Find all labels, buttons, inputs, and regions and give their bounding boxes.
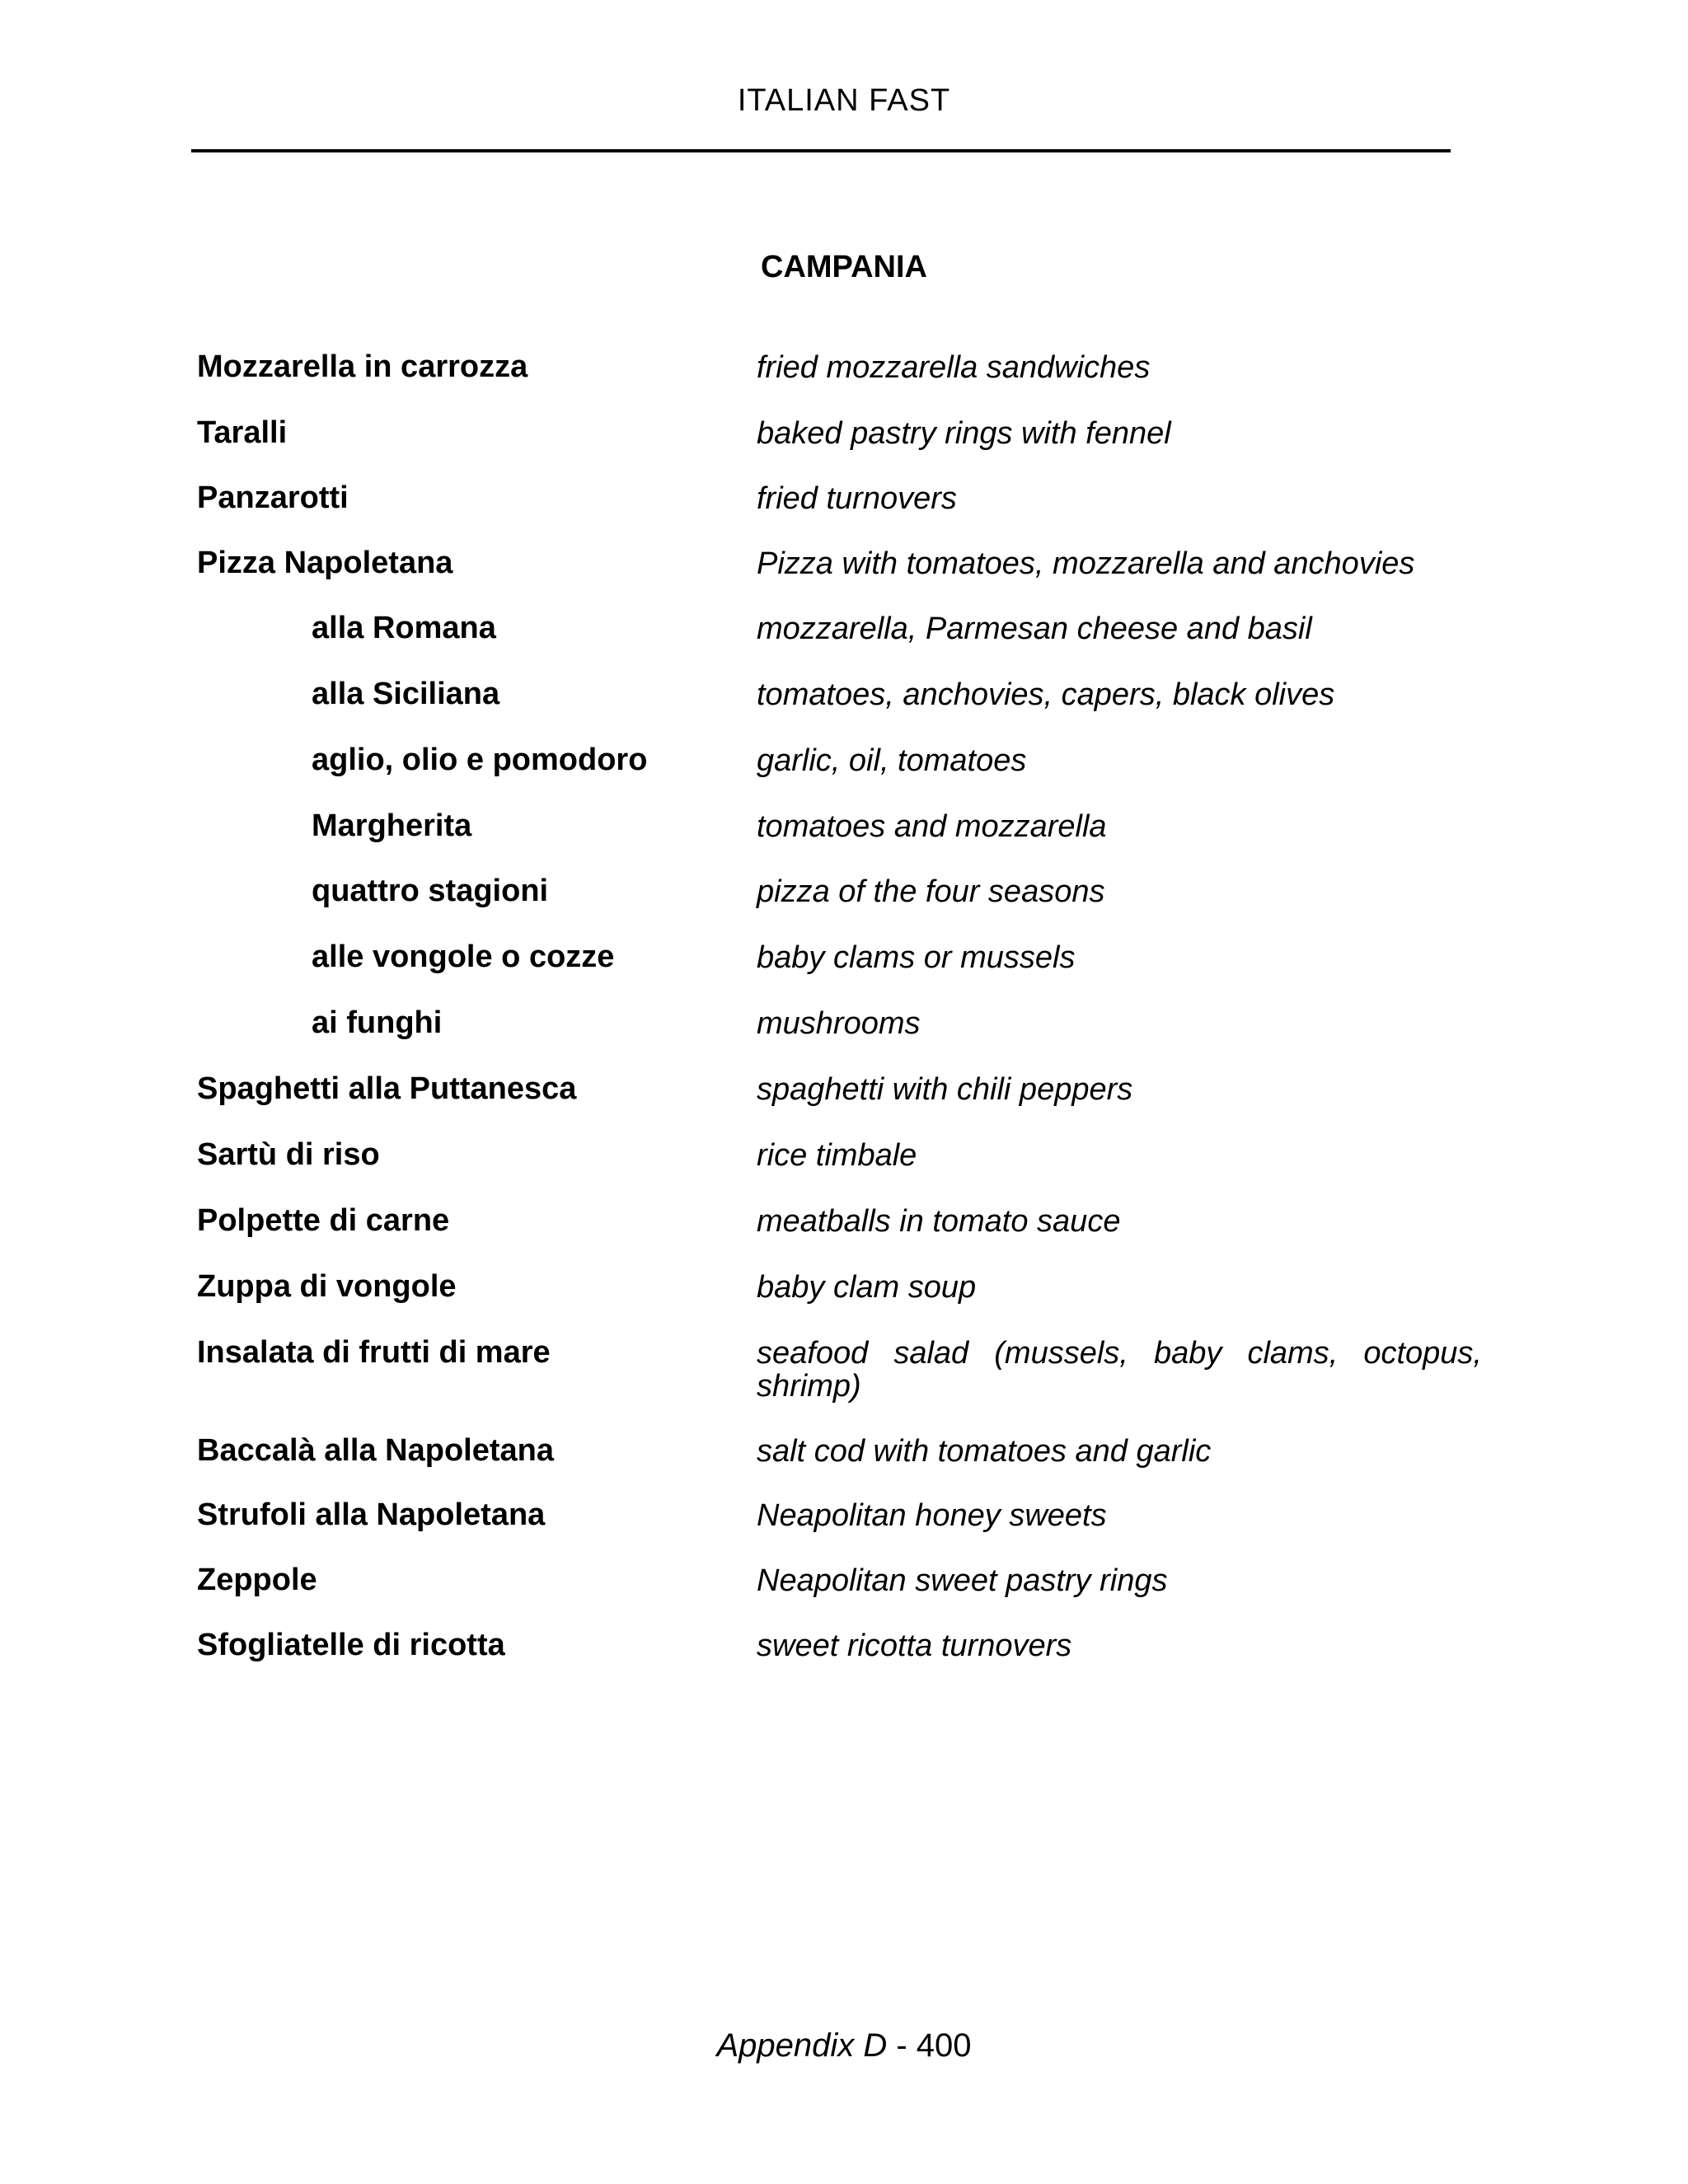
entry-gloss: sweet ricotta turnovers — [757, 1629, 1072, 1663]
entry-term: Polpette di carne — [197, 1203, 450, 1238]
entry-gloss: Neapolitan sweet pastry rings — [757, 1563, 1168, 1598]
entry-term: Zeppole — [197, 1563, 317, 1597]
footer-separator: - — [887, 2027, 917, 2064]
entry-term: ai funghi — [312, 1005, 443, 1040]
entry-term: Spaghetti alla Puttanesca — [197, 1071, 577, 1106]
entry-term: Strufoli alla Napoletana — [197, 1497, 546, 1532]
entry-gloss: baked pastry rings with fennel — [757, 416, 1171, 451]
page-footer — [0, 2027, 1688, 2064]
entry-gloss: fried mozzarella sandwiches — [757, 350, 1151, 385]
entry-gloss: seafood salad (mussels, baby clams, octopus, shrimp) — [757, 1336, 1482, 1404]
entry-gloss: spaghetti with chili peppers — [757, 1072, 1133, 1107]
entry-term: Mozzarella in carrozza — [197, 349, 528, 384]
entry-term: Panzarotti — [197, 480, 349, 515]
entry-term: aglio, olio e pomodoro — [312, 743, 648, 777]
entry-gloss: Neapolitan honey sweets — [757, 1498, 1107, 1533]
entry-gloss: tomatoes and mozzarella — [757, 809, 1107, 844]
entry-gloss: baby clams or mussels — [757, 940, 1076, 975]
section-title: CAMPANIA — [761, 250, 927, 284]
entry-term: Baccalà alla Napoletana — [197, 1433, 554, 1468]
entry-term: Taralli — [197, 415, 288, 450]
entry-gloss: rice timbale — [757, 1138, 917, 1173]
entry-term: Margherita — [312, 808, 472, 843]
entry-gloss: Pizza with tomatoes, mozzarella and anchovies — [757, 546, 1415, 581]
entry-gloss: meatballs in tomato sauce — [757, 1204, 1121, 1239]
entry-gloss: tomatoes, anchovies, capers, black olives — [757, 677, 1335, 712]
entry-term: alla Romana — [312, 611, 496, 645]
entry-gloss: mozzarella, Parmesan cheese and basil — [757, 612, 1312, 646]
entry-gloss: pizza of the four seasons — [757, 874, 1105, 909]
entry-gloss: mushrooms — [757, 1006, 921, 1041]
entry-term: alla Siciliana — [312, 677, 500, 711]
entry-term: Pizza Napoletana — [197, 546, 453, 580]
entry-term: Zuppa di vongole — [197, 1269, 457, 1304]
entry-term: Sartù di riso — [197, 1137, 380, 1172]
appendix-label: Appendix D — [716, 2027, 888, 2064]
entry-term: Insalata di frutti di mare — [197, 1335, 551, 1370]
entry-gloss: salt cod with tomatoes and garlic — [757, 1434, 1212, 1469]
entry-term: alle vongole o cozze — [312, 940, 615, 974]
running-head: ITALIAN FAST — [737, 83, 951, 118]
page-number: 400 — [916, 2027, 972, 2064]
entry-gloss: baby clam soup — [757, 1270, 977, 1305]
entry-term: Sfogliatelle di ricotta — [197, 1628, 505, 1662]
entry-term: quattro stagioni — [312, 874, 549, 908]
entry-gloss: fried turnovers — [757, 481, 957, 516]
entry-gloss: garlic, oil, tomatoes — [757, 743, 1027, 778]
